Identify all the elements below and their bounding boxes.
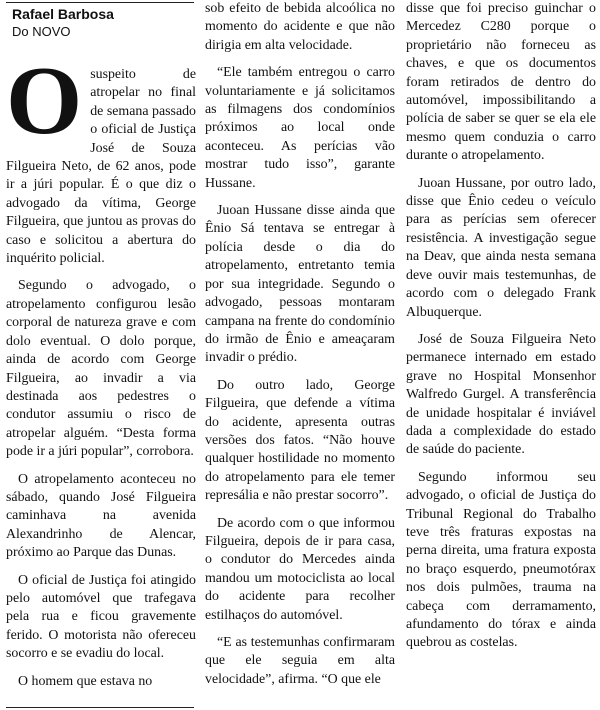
paragraph-text: suspeito de atropelar no final de semana passado o oficial de Justiça José de Souza Filgueira Neto, de 62 anos, pode ir a júri popular. É o que diz o advogado da vítima, George Filgueira, que juntou as provas do caso e solicitou a abertura do inquérito policial. bbox=[6, 67, 196, 267]
paragraph: “E as testemunhas confirmaram que ele seguia em alta velocidade”, afirma. “O que ele bbox=[205, 635, 395, 687]
paragraph: Juoan Hussane disse ainda que Ênio Sá tentava se entregar à polícia desde o dia do atropelamento, entretanto temia por sua integridade. Segundo o advogado, pessoas montaram campana na frente do condomínio do irmão de Ênio e ameaçaram invadir o prédio. bbox=[205, 203, 395, 366]
paragraph: disse que foi preciso guinchar o Mercedez C280 porque o proprietário não forneceu as chaves, e que os documentos foram retirados de dentro do automóvel, impossibilitando a polícia de saber se quer se ela ele mesmo quem conduzia o carro durante o atropelamento. bbox=[406, 1, 596, 164]
article-column-1 bbox=[6, 0, 196, 710]
paragraph: Juoan Hussane, por outro lado, disse que Ênio cedeu o veículo para as perícias sem oferecer resistência. A investigação segue na Deav, que ainda nesta semana deve ouvir mais testemunhas, de acordo com o delegado Frank Albuquerque. bbox=[406, 175, 596, 320]
column-2-text bbox=[205, 0, 395, 698]
paragraph: sob efeito de bebida alcoólica no momento do acidente e que não dirigia em alta velocidade. bbox=[205, 1, 395, 53]
paragraph bbox=[6, 47, 196, 268]
byline bbox=[12, 6, 202, 41]
column-1-text bbox=[6, 47, 196, 700]
paragraph: O homem que estava no bbox=[18, 673, 153, 689]
paragraph: O oficial de Justiça foi atingido pelo automóvel que trafegava pela rua e ficou gravemente ferido. O motorista não ofereceu socorro e se evadiu do local. bbox=[6, 572, 196, 662]
column-3-text bbox=[406, 0, 596, 662]
article-column-2 bbox=[205, 0, 395, 710]
paragraph: Segundo o advogado, o atropelamento configurou lesão corporal de natureza grave e com dolo eventual. O dolo porque, ainda de acordo com George Filgueira, ao invadir a via destinada aos pedestres o condutor assumiu o risco de atropelar alguém. “Desta forma pode ir a júri popular”, corrobora. bbox=[6, 278, 196, 460]
author-name: Rafael Barbosa bbox=[12, 6, 114, 22]
source-label: Do NOVO bbox=[12, 24, 71, 39]
paragraph: José de Souza Filgueira Neto permanece internado em estado grave no Hospital Monsenhor Walfredo Gurgel. A transferência de unidade hospitalar é inviável dada a complexidade do estado de saúde do paciente. bbox=[406, 331, 596, 458]
paragraph: O atropelamento aconteceu no sábado, quando José Filgueira caminhava na avenida Alexandrinho de Alencar, próximo ao Parque das Dunas. bbox=[6, 471, 196, 561]
paragraph: De acordo com o que informou Filgueira, depois de ir para casa, o condutor do Mercedes ainda mandou um motociclista ao local do acidente para recolher estilhaços do automóvel. bbox=[205, 515, 395, 623]
article-column-3 bbox=[406, 0, 596, 710]
paragraph: Segundo informou seu advogado, o oficial de Justiça do Tribunal Regional do Trabalho teve três fraturas expostas na perna direita, uma fratura exposta no braço esquerdo, pneumotórax nos dois pulmões, trauma na cabeça com derramamento, afundamento do tórax e ainda quebrou as costelas. bbox=[406, 469, 596, 651]
drop-cap: O bbox=[6, 47, 83, 155]
paragraph: “Ele também entregou o carro voluntariamente e já solicitamos as filmagens dos condomínios próximos ao local onde aconteceu. As perícias vão mostrar tudo isso”, garante Hussane. bbox=[205, 65, 395, 191]
paragraph: Do outro lado, George Filgueira, que defende a vítima do acidente, apresenta outras versões dos fatos. “Não houve qualquer hostilidade no momento do atropelamento para ele temer represália e não prestar socorro”. bbox=[205, 377, 395, 504]
